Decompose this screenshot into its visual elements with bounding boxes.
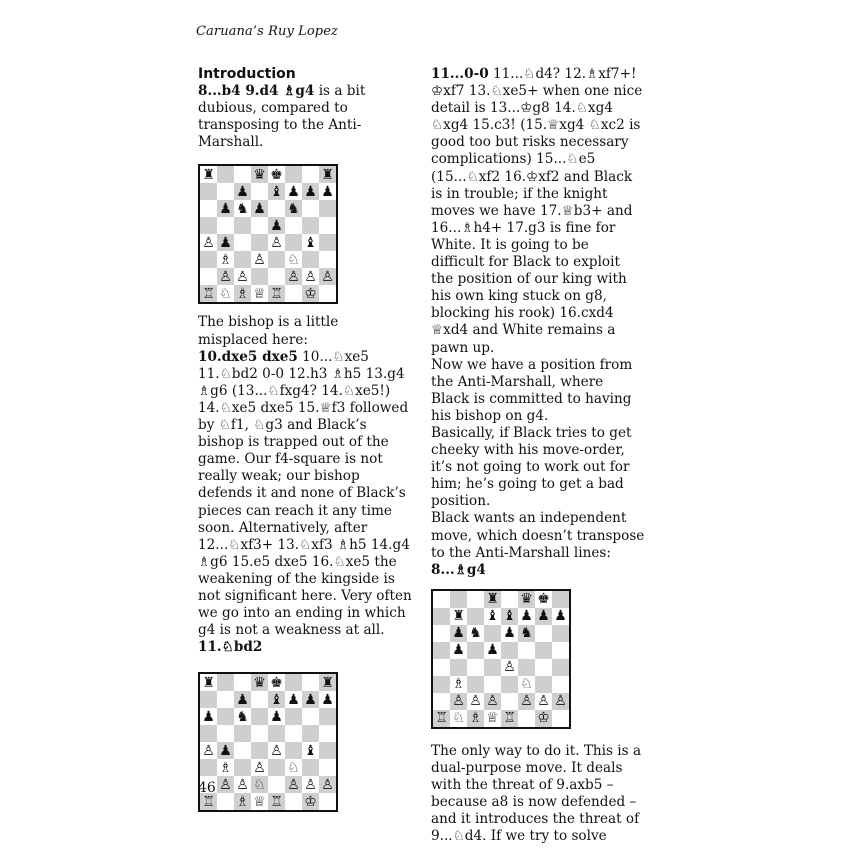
board-square [319,200,336,217]
board-square: ♚ [268,674,285,691]
board-square [518,642,535,659]
board-square: ♙ [217,268,234,285]
board-square: ♟ [302,183,319,200]
paragraph [431,66,645,357]
board-square: ♞ [467,625,484,642]
board-square [285,234,302,251]
board-square [319,708,336,725]
board-square [217,674,234,691]
board-square [217,183,234,200]
page-number: 46 [198,780,216,796]
left-column [198,66,412,826]
board-square: ♝ [484,608,501,625]
board-square: ♘ [217,285,234,302]
board-square: ♜ [484,591,501,608]
board-square [433,693,450,710]
board-square [501,642,518,659]
board-square: ♙ [484,693,501,710]
board-square: ♕ [251,285,268,302]
board-square [268,251,285,268]
board-square [268,200,285,217]
board-square: ♔ [535,710,552,727]
board-square: ♙ [450,693,467,710]
chess-diagram [198,672,338,812]
board-square: ♟ [285,183,302,200]
board-square: ♟ [552,608,569,625]
board-square: ♙ [467,693,484,710]
board-square [234,234,251,251]
board-square [552,676,569,693]
board-square: ♙ [285,776,302,793]
board-square [450,591,467,608]
board-square [234,742,251,759]
board-square: ♗ [217,759,234,776]
board-square [484,676,501,693]
board-square [217,725,234,742]
board-square: ♜ [319,674,336,691]
board-square: ♔ [302,793,319,810]
board-square [467,608,484,625]
board-square [251,691,268,708]
board-square: ♝ [302,234,319,251]
paragraph: The only way to do it. This is a dual-purpose move. It deals with the threat of 9.axb5 – because a8 is now defended – and it introduces the threat of 9...♘d4. If we try to solve [431,742,642,845]
paragraph: The bishop is a little misplaced here: [198,314,339,348]
board-square [433,676,450,693]
board-square [302,759,319,776]
board-square [200,183,217,200]
board-square [319,793,336,810]
board-square: ♟ [217,200,234,217]
board-square: ♖ [501,710,518,727]
board-square: ♟ [319,691,336,708]
board-square: ♙ [251,251,268,268]
board-square [200,200,217,217]
board-square [200,251,217,268]
board-square [234,759,251,776]
board-square [433,608,450,625]
board-square: ♗ [217,251,234,268]
board-square: ♞ [234,708,251,725]
board-square [302,708,319,725]
board-square [302,166,319,183]
board-square: ♞ [234,200,251,217]
board-square [285,217,302,234]
board-square [200,759,217,776]
board-square: ♟ [217,742,234,759]
board-square [433,659,450,676]
board-square [552,659,569,676]
board-square: ♕ [251,793,268,810]
board-square: ♝ [302,742,319,759]
board-square [268,725,285,742]
board-square [200,691,217,708]
board-square [552,591,569,608]
board-square [217,708,234,725]
board-square: ♙ [268,234,285,251]
board-square: ♟ [200,708,217,725]
board-square: ♙ [200,742,217,759]
board-square: ♟ [450,625,467,642]
board-square [467,659,484,676]
board-square [319,234,336,251]
board-square [319,285,336,302]
board-square: ♛ [251,166,268,183]
board-square [217,793,234,810]
board-square [319,217,336,234]
paragraph [431,562,645,579]
board-square [484,625,501,642]
board-square [450,659,467,676]
board-square [285,725,302,742]
board-square: ♝ [501,608,518,625]
board-square: ♙ [501,659,518,676]
board-square [319,759,336,776]
board-square [433,591,450,608]
board-square [552,642,569,659]
board-square: ♟ [234,183,251,200]
board-square: ♙ [302,268,319,285]
board-square: ♜ [200,674,217,691]
move-text: 8...♗g4 [431,561,486,578]
board-square [251,234,268,251]
board-square [285,674,302,691]
board-square [268,268,285,285]
board-square: ♛ [518,591,535,608]
board-square: ♛ [251,674,268,691]
board-square [285,708,302,725]
board-square [302,217,319,234]
board-square [251,268,268,285]
board-square [200,268,217,285]
board-square: ♙ [268,742,285,759]
board-square: ♚ [535,591,552,608]
board-square: ♗ [234,285,251,302]
board-square: ♖ [433,710,450,727]
board-square [535,659,552,676]
board-square: ♝ [268,183,285,200]
chess-diagram [198,164,338,304]
board-square [302,200,319,217]
board-square [501,693,518,710]
board-square: ♗ [234,793,251,810]
paragraph [198,83,412,151]
board-square [251,183,268,200]
board-square [433,642,450,659]
board-square [433,625,450,642]
board-square: ♙ [319,268,336,285]
board-square: ♟ [251,200,268,217]
running-header: Caruana’s Ruy Lopez [196,24,338,39]
board-square [535,625,552,642]
board-square: ♕ [484,710,501,727]
board-square: ♟ [501,625,518,642]
board-square [217,217,234,234]
board-square: ♝ [268,691,285,708]
board-square: ♙ [217,776,234,793]
board-square: ♜ [200,166,217,183]
board-square: ♙ [552,693,569,710]
board-square: ♙ [285,268,302,285]
board-square [535,676,552,693]
board-square [501,591,518,608]
board-square: ♘ [450,710,467,727]
board-square [251,708,268,725]
board-square [302,725,319,742]
section-heading: Introduction [198,66,296,82]
board-square: ♚ [268,166,285,183]
board-square [302,251,319,268]
paragraph [198,349,412,640]
board-square: ♙ [234,268,251,285]
board-square: ♗ [467,710,484,727]
board-square: ♟ [268,217,285,234]
board-square [467,676,484,693]
board-square [268,776,285,793]
board-square: ♟ [319,183,336,200]
board-square: ♟ [285,691,302,708]
board-square: ♙ [234,776,251,793]
board-square [302,674,319,691]
board-square [518,710,535,727]
body-text: is a bit dubious, compared to transposing to the Anti-Marshall. [198,83,366,151]
board-square: ♟ [484,642,501,659]
board-square [535,642,552,659]
board-square: ♟ [268,708,285,725]
paragraph: Basically, if Black tries to get cheeky with his move-order, it’s not going to work out for him; he’s going to get a bad position. [431,424,632,510]
board-square: ♟ [518,608,535,625]
board-square [234,251,251,268]
board-square [200,217,217,234]
move-text: 8...b4 9.d4 ♗g4 [198,83,315,100]
board-square: ♖ [268,285,285,302]
move-text: 11.♘bd2 [198,639,263,656]
board-square: ♙ [319,776,336,793]
board-square: ♖ [268,793,285,810]
board-square [251,742,268,759]
board-square [234,674,251,691]
paragraph: Black wants an independent move, which doesn’t transpose to the Anti-Marshall lines: [431,510,645,561]
paragraph [198,639,412,656]
move-text: 11...0-0 [431,66,489,82]
board-square [234,725,251,742]
board-square: ♖ [200,793,217,810]
board-square: ♙ [535,693,552,710]
body-text: 10...♘xe5 11.♘bd2 0-0 12.h3 ♗h5 13.g4 ♗g6 (13...♘fxg4? 14.♘xe5!) 14.♘xe5 dxe5 15.♕f3 followed by ♘f1, ♘g3 and Black’s bishop is trapped out of the game. Our f4-square is not really weak; our bishop defends it and none of Black’s pieces can reach it any time soon. Alternatively, after 12...♘xf3+ 13.♘xf3 ♗h5 14.g4 ♗g6 15.e5 dxe5 16.♘xe5 the weakening of the kingside is not significant here. Very often we go into an ending in which g4 is not a weakness at all. [198,348,412,639]
board-square: ♟ [535,608,552,625]
board-square [285,285,302,302]
board-square: ♙ [251,759,268,776]
right-column [431,66,645,845]
board-square [217,691,234,708]
board-square [501,676,518,693]
board-square [552,625,569,642]
board-square: ♟ [217,234,234,251]
board-square: ♟ [302,691,319,708]
paragraph: Now we have a position from the Anti-Marshall, where Black is committed to having his bishop on g4. [431,356,633,424]
board-square: ♘ [285,251,302,268]
board-square [234,217,251,234]
body-text: 11...♘d4? 12.♗xf7+! ♔xf7 13.♘xe5+ when one nice detail is 13...♔g8 14.♘xg4 ♘xg4 15.c3! (15.♕xg4 ♘xc2 is good too but risks necessary complications) 15...♘e5 (15...♘xf2 16.♔xf2 and Black is in trouble; if the knight moves we have 17.♕b3+ and 16...♗h4+ 17.g3 is fine for White. It is going to be difficult for Black to exploit the position of our king with his own king stuck on g8, blocking his rook) 16.cxd4 ♕xd4 and White remains a pawn up. [431,66,643,356]
board-square [285,793,302,810]
board-square: ♖ [200,285,217,302]
board-square: ♙ [200,234,217,251]
board-square [268,759,285,776]
board-square [319,251,336,268]
board-square: ♙ [302,776,319,793]
board-square: ♜ [450,608,467,625]
board-square [217,166,234,183]
board-square: ♘ [518,676,535,693]
board-square: ♟ [234,691,251,708]
board-square [552,710,569,727]
board-square [251,217,268,234]
board-square [319,725,336,742]
board-square: ♘ [251,776,268,793]
board-square: ♗ [450,676,467,693]
board-square [234,166,251,183]
board-square [467,642,484,659]
board-square: ♘ [285,759,302,776]
board-square [518,659,535,676]
board-square: ♟ [450,642,467,659]
board-square [200,725,217,742]
board-square: ♞ [518,625,535,642]
move-text: 10.dxe5 dxe5 [198,348,298,365]
board-square [285,742,302,759]
board-square: ♔ [302,285,319,302]
board-square [285,166,302,183]
board-square: ♞ [285,200,302,217]
board-square: ♜ [319,166,336,183]
board-square: ♙ [518,693,535,710]
board-square [251,725,268,742]
chess-diagram [431,589,571,729]
board-square [467,591,484,608]
board-square [484,659,501,676]
board-square [319,742,336,759]
